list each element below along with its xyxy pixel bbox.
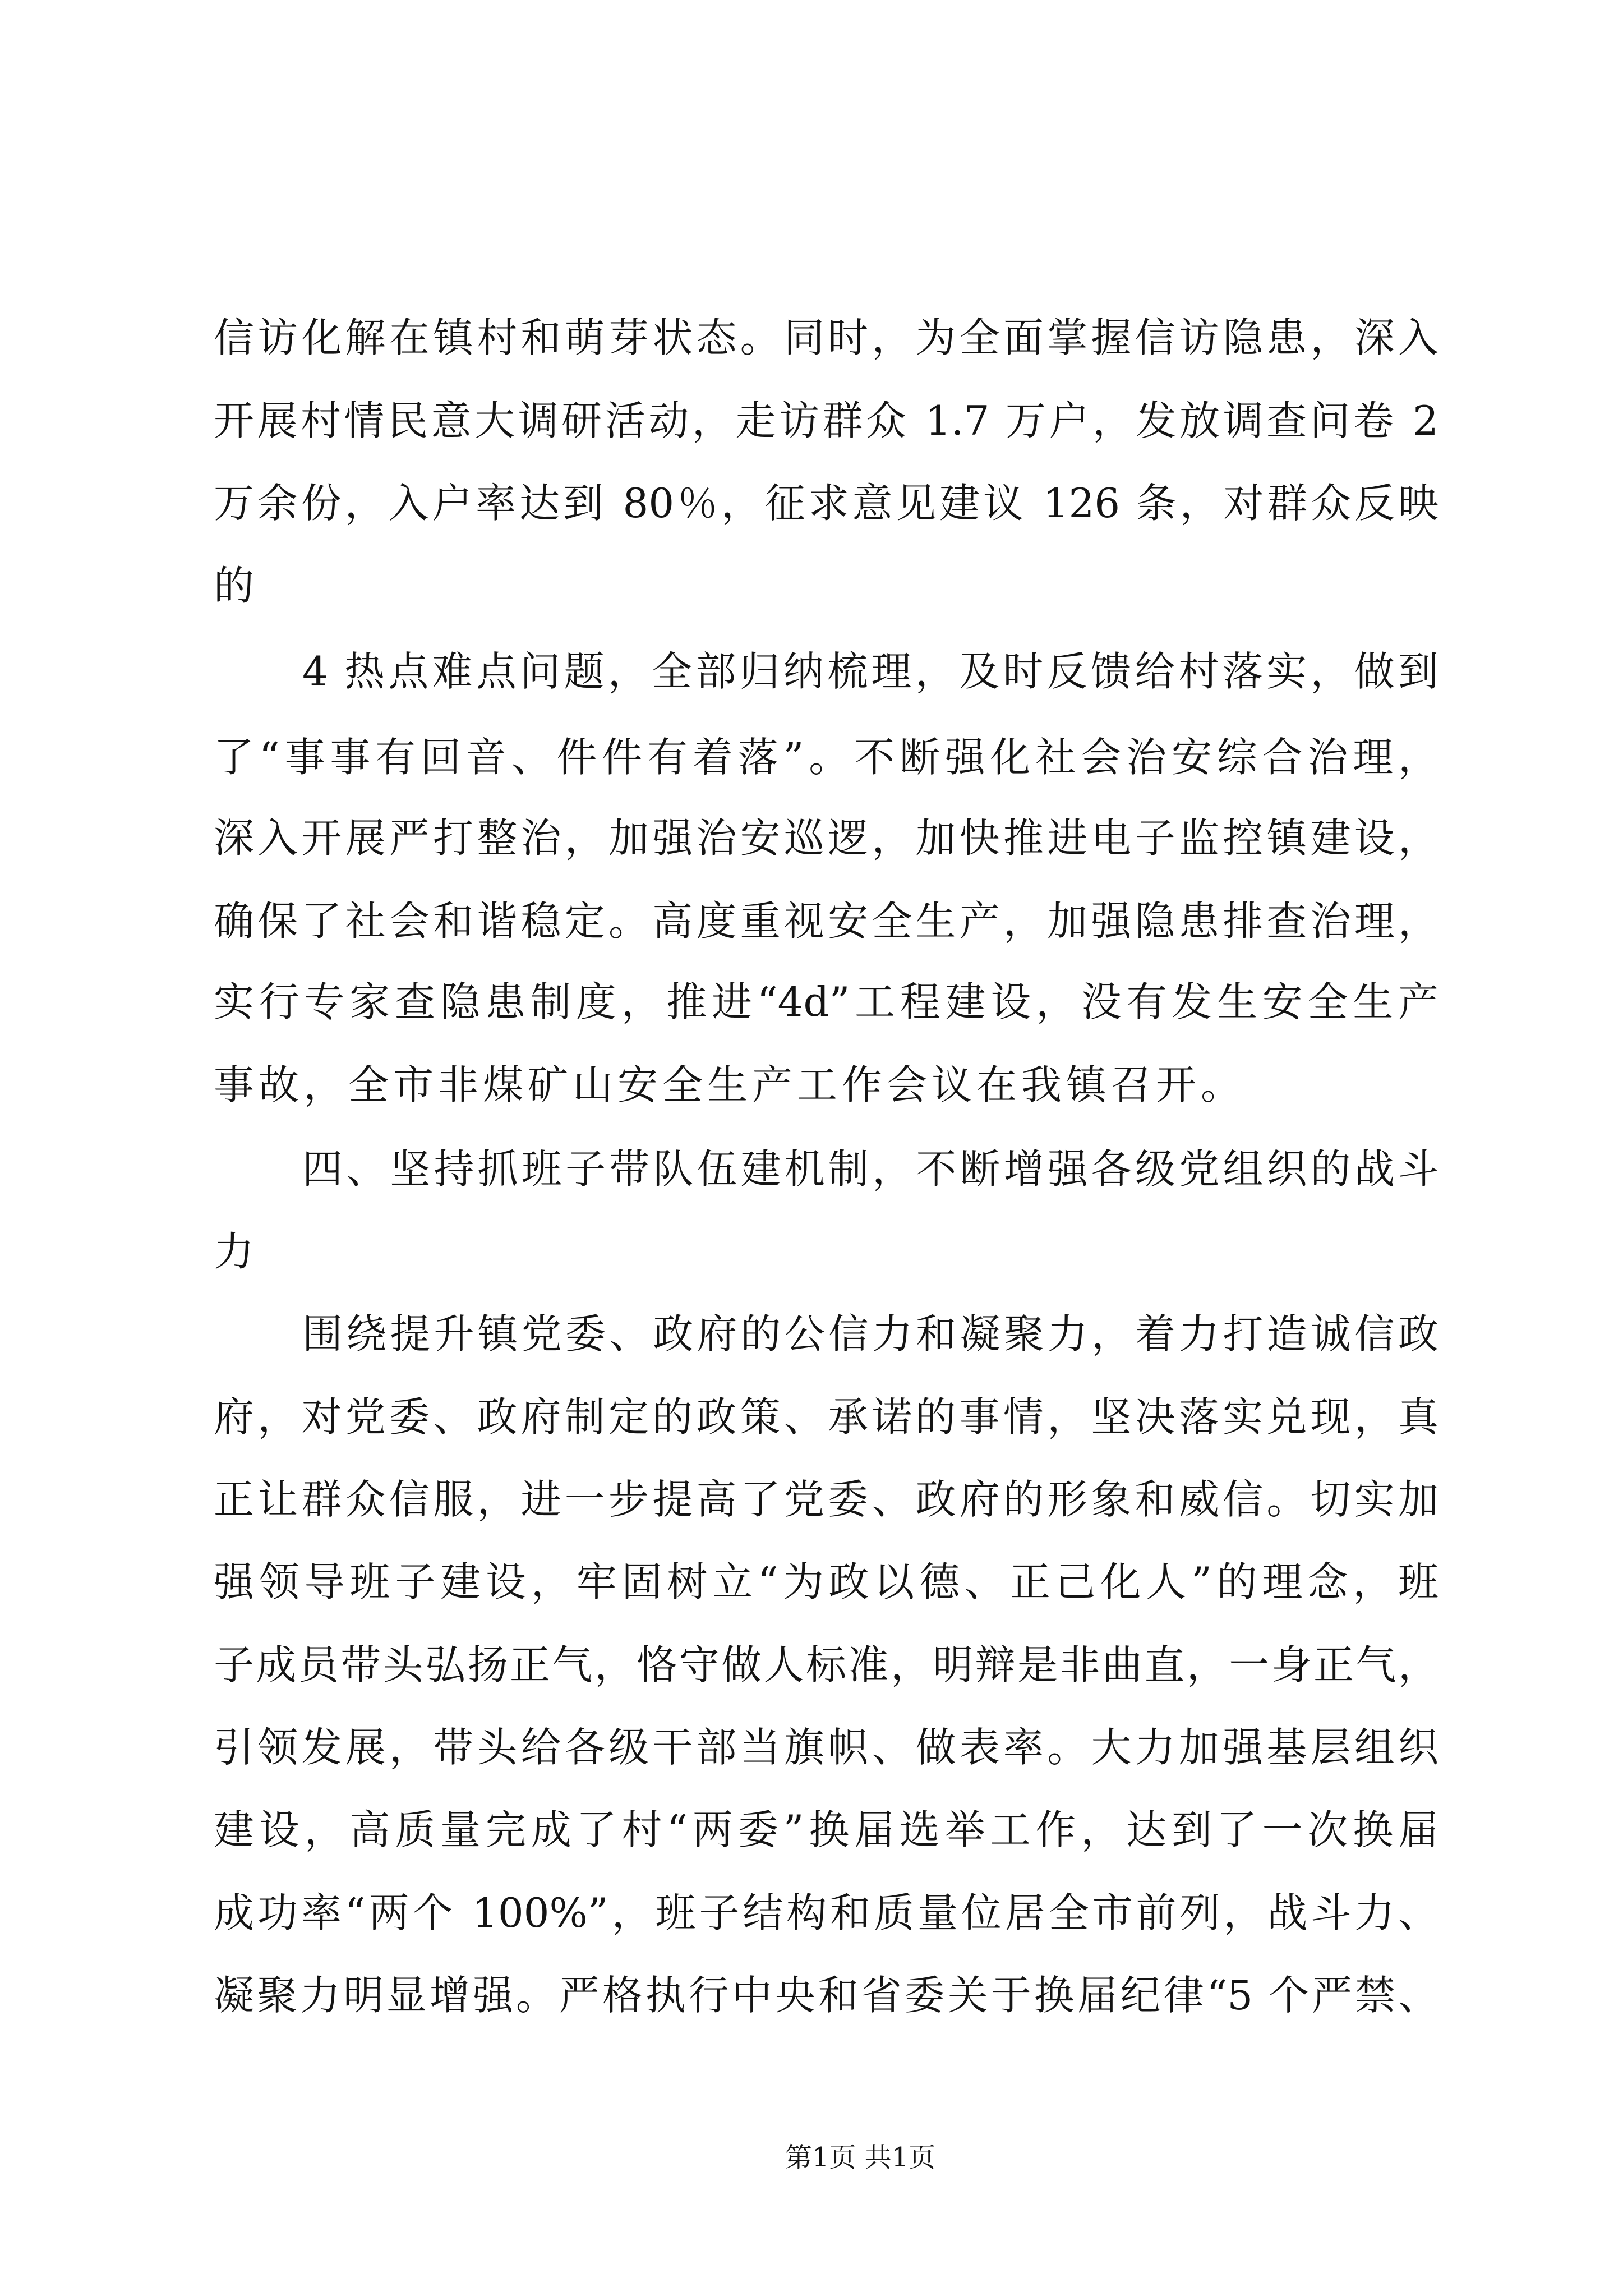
text-line: 建设，高质量完成了村“两委”换届选举工作，达到了一次换届 <box>214 1806 1438 1853</box>
section-heading-continued: 力 <box>214 1228 259 1275</box>
text-line: 引领发展，带头给各级干部当旗帜、做表率。大力加强基层组织 <box>214 1724 1438 1771</box>
text-line: 正让群众信服，进一步提高了党委、政府的形象和威信。切实加 <box>214 1476 1438 1523</box>
text-line: 事故，全市非煤矿山安全生产工作会议在我镇召开。 <box>214 1061 1246 1108</box>
text-line: 信访化解在镇村和萌芽状态。同时，为全面掌握信访隐患，深入 <box>214 314 1438 361</box>
page-footer: 第1页 共1页 <box>785 2142 936 2173</box>
text-line: 了“事事有回音、件件有着落”。不断强化社会治安综合治理， <box>214 734 1438 781</box>
text-line: 强领导班子建设，牢固树立“为政以德、正己化人”的理念，班 <box>214 1558 1438 1605</box>
text-line: 万余份，入户率达到 80％，征求意见建议 126 条，对群众反映 <box>214 480 1438 527</box>
text-line: 围绕提升镇党委、政府的公信力和凝聚力，着力打造诚信政 <box>302 1310 1438 1358</box>
text-line: 4 热点难点问题，全部归纳梳理，及时反馈给村落实，做到 <box>302 648 1438 695</box>
text-line: 的 <box>214 562 259 609</box>
text-line: 深入开展严打整治，加强治安巡逻，加快推进电子监控镇建设， <box>214 815 1438 862</box>
text-line: 确保了社会和谐稳定。高度重视安全生产，加强隐患排查治理， <box>214 898 1438 945</box>
text-line: 实行专家查隐患制度，推进“4d”工程建设，没有发生安全生产 <box>214 978 1438 1025</box>
text-line: 府，对党委、政府制定的政策、承诺的事情，坚决落实兑现，真 <box>214 1393 1438 1441</box>
section-heading: 四、坚持抓班子带队伍建机制，不断增强各级党组织的战斗 <box>302 1145 1438 1193</box>
text-line: 成功率“两个 100%”，班子结构和质量位居全市前列，战斗力、 <box>214 1889 1438 1936</box>
text-line: 开展村情民意大调研活动，走访群众 1.7 万户，发放调查问卷 2 <box>214 397 1438 444</box>
text-line: 子成员带头弘扬正气，恪守做人标准，明辩是非曲直，一身正气， <box>214 1641 1438 1688</box>
text-line: 凝聚力明显增强。严格执行中央和省委关于换届纪律“5 个严禁、 <box>214 1972 1438 2019</box>
